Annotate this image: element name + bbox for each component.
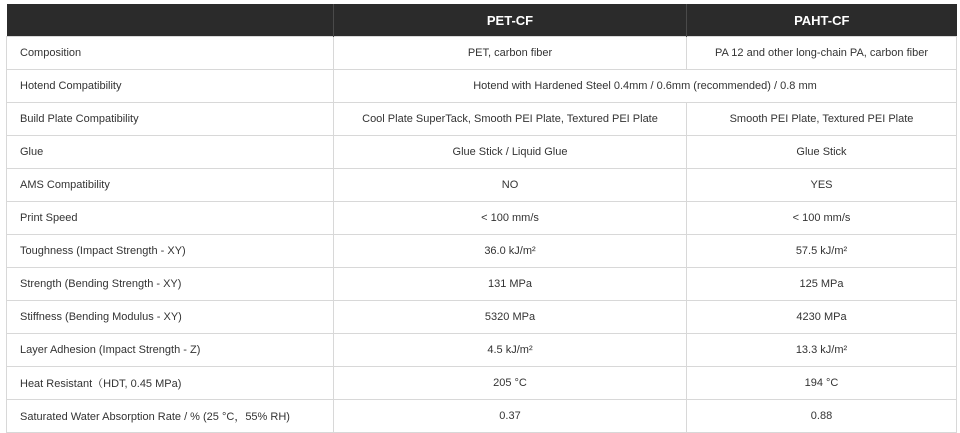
paht-cf-value: 57.5 kJ/m² [687, 235, 957, 268]
table-row-build-plate [7, 103, 957, 136]
pet-cf-value: 4.5 kJ/m² [334, 334, 687, 367]
pet-cf-value: Glue Stick / Liquid Glue [334, 136, 687, 169]
paht-cf-value: PA 12 and other long-chain PA, carbon fiber [687, 37, 957, 70]
header-corner-cell [7, 4, 334, 37]
table-row-strength [7, 268, 957, 301]
row-label: Print Speed [7, 202, 334, 235]
spec-comparison-table-container [6, 4, 956, 433]
table-row-hotend-compatibility [7, 70, 957, 103]
table-row-layer-adhesion [7, 334, 957, 367]
table-row-glue [7, 136, 957, 169]
row-label: Stiffness (Bending Modulus - XY) [7, 301, 334, 334]
row-label: Hotend Compatibility [7, 70, 334, 103]
header-pet-cf: PET-CF [334, 4, 687, 37]
pet-cf-value: 0.37 [334, 400, 687, 433]
paht-cf-value: 194 °C [687, 367, 957, 400]
pet-cf-value: Cool Plate SuperTack, Smooth PEI Plate, Textured PEI Plate [334, 103, 687, 136]
pet-cf-value: PET, carbon fiber [334, 37, 687, 70]
table-header [7, 4, 957, 37]
paht-cf-value: YES [687, 169, 957, 202]
paht-cf-value: Glue Stick [687, 136, 957, 169]
row-label: Glue [7, 136, 334, 169]
table-body [7, 37, 957, 433]
row-label: Saturated Water Absorption Rate / % (25 °C，55% RH) [7, 400, 334, 433]
paht-cf-value: 13.3 kJ/m² [687, 334, 957, 367]
paht-cf-value: 4230 MPa [687, 301, 957, 334]
header-paht-cf: PAHT-CF [687, 4, 957, 37]
paht-cf-value: Smooth PEI Plate, Textured PEI Plate [687, 103, 957, 136]
table-row-toughness [7, 235, 957, 268]
table-row-print-speed [7, 202, 957, 235]
row-label: Composition [7, 37, 334, 70]
table-row-ams-compatibility [7, 169, 957, 202]
header-row [7, 4, 957, 37]
pet-cf-value: 36.0 kJ/m² [334, 235, 687, 268]
pet-cf-value: 205 °C [334, 367, 687, 400]
table-row-water-absorption [7, 400, 957, 433]
row-label: Strength (Bending Strength - XY) [7, 268, 334, 301]
pet-cf-value: NO [334, 169, 687, 202]
paht-cf-value: 125 MPa [687, 268, 957, 301]
table-row-heat-resistant [7, 367, 957, 400]
row-label: AMS Compatibility [7, 169, 334, 202]
table-row-composition [7, 37, 957, 70]
row-label: Heat Resistant（HDT, 0.45 MPa) [7, 367, 334, 400]
pet-cf-value: 5320 MPa [334, 301, 687, 334]
paht-cf-value: 0.88 [687, 400, 957, 433]
spec-comparison-table [6, 4, 957, 433]
pet-cf-value: 131 MPa [334, 268, 687, 301]
table-row-stiffness [7, 301, 957, 334]
shared-value: Hotend with Hardened Steel 0.4mm / 0.6mm (recommended) / 0.8 mm [334, 70, 957, 103]
paht-cf-value: < 100 mm/s [687, 202, 957, 235]
row-label: Layer Adhesion (Impact Strength - Z) [7, 334, 334, 367]
pet-cf-value: < 100 mm/s [334, 202, 687, 235]
row-label: Toughness (Impact Strength - XY) [7, 235, 334, 268]
row-label: Build Plate Compatibility [7, 103, 334, 136]
